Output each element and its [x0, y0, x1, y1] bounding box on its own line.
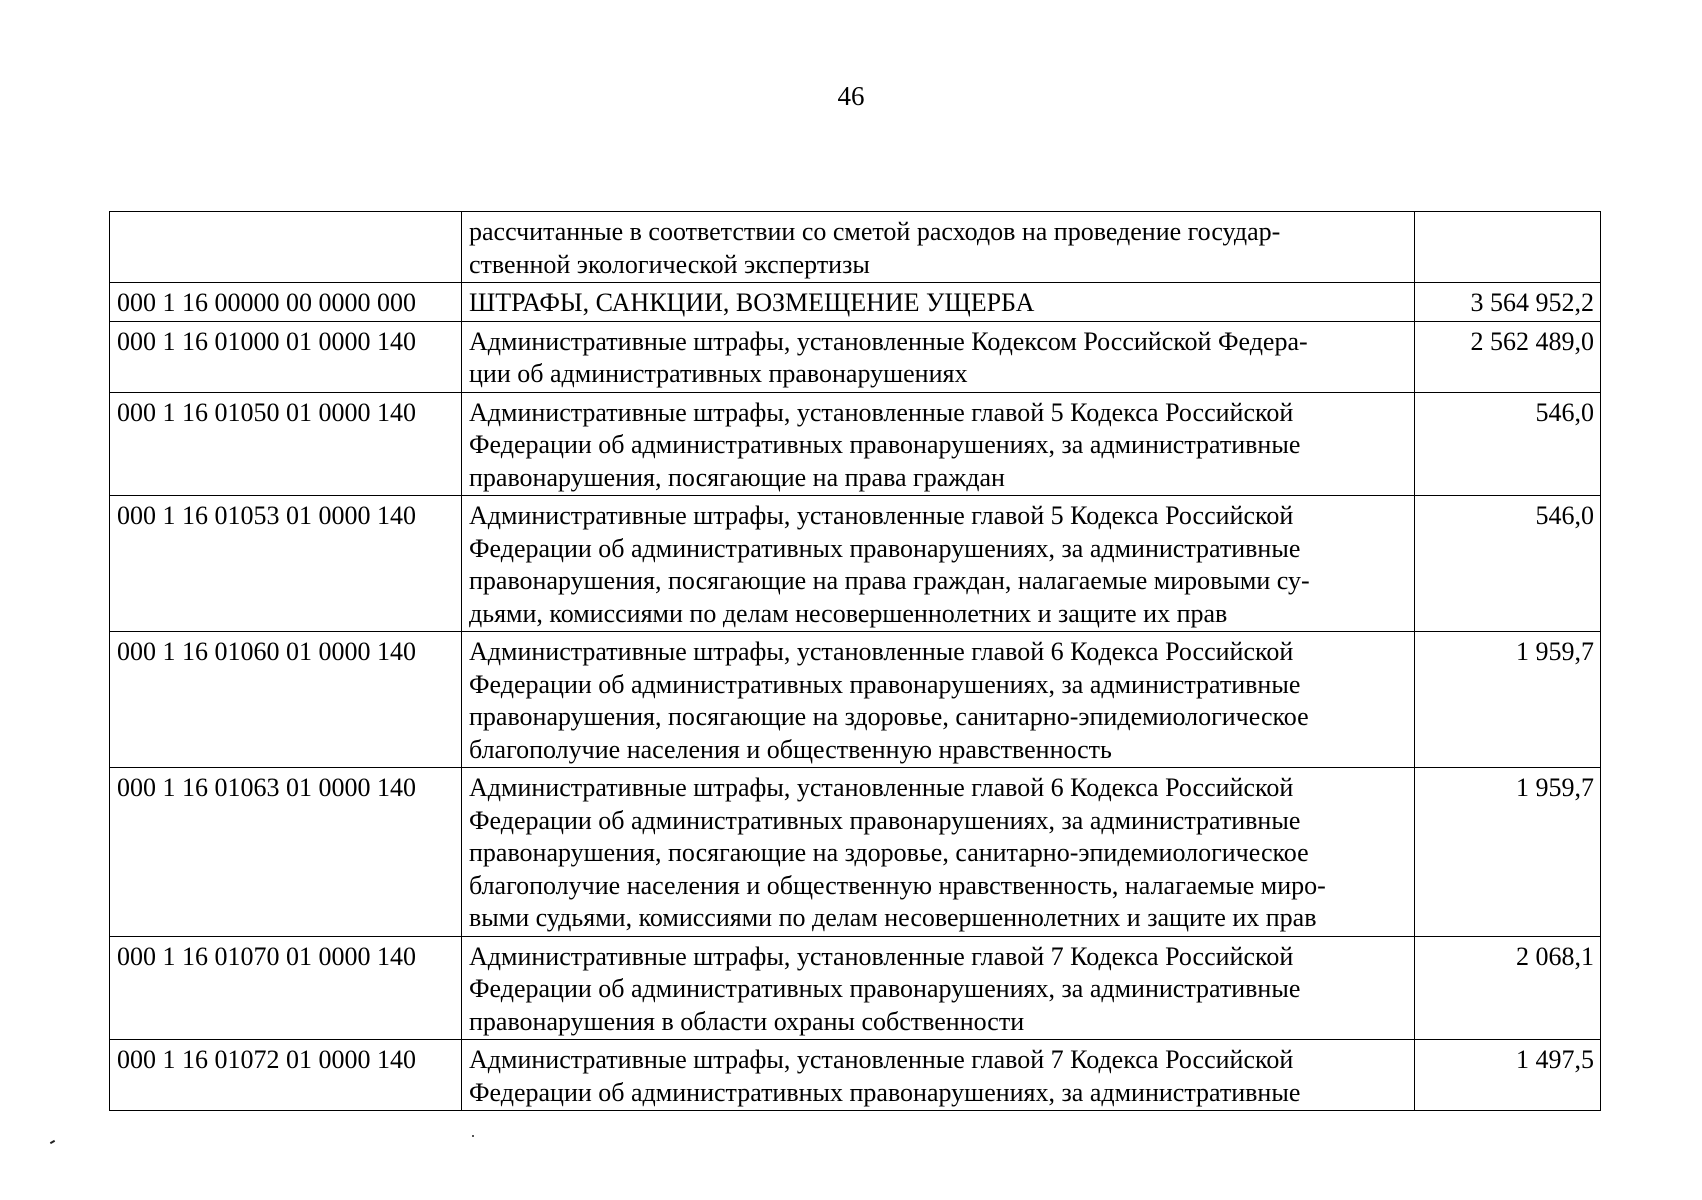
row-name-line: Федерации об административных правонарушениях, за административные	[469, 669, 1301, 699]
table-row	[110, 936, 1601, 1040]
scan-artifact	[472, 1135, 474, 1137]
row-name-line: Административные штрафы, установленные главой 5 Кодекса Российской	[469, 397, 1294, 427]
row-code: 000 1 16 01000 01 0000 140	[110, 321, 462, 392]
row-name-line: правонарушения, посягающие на здоровье, санитарно-эпидемиологическое	[469, 702, 1309, 731]
row-code: 000 1 16 01070 01 0000 140	[110, 936, 462, 1040]
row-name-line: правонарушения, посягающие на здоровье, санитарно-эпидемиологическое	[469, 838, 1309, 867]
row-name-line: благополучие населения и общественную нравственность, налагаемые миро-	[469, 870, 1326, 900]
row-amount: 3 564 952,2	[1415, 283, 1601, 322]
row-code: 000 1 16 01063 01 0000 140	[110, 768, 462, 937]
row-name-line: Административные штрафы, установленные главой 7 Кодекса Российской	[469, 941, 1294, 971]
row-name-line: ции об административных правонарушениях	[469, 359, 968, 388]
table-row	[110, 212, 1601, 283]
row-name-line: благополучие населения и общественную нравственность	[469, 734, 1112, 764]
table-row	[110, 632, 1601, 768]
row-amount: 546,0	[1415, 392, 1601, 496]
row-amount: 1 959,7	[1415, 768, 1601, 937]
row-name	[462, 321, 1415, 392]
row-name-line: Административные штрафы, установленные главой 6 Кодекса Российской	[469, 637, 1294, 666]
row-name-line: Административные штрафы, установленные главой 7 Кодекса Российской	[469, 1045, 1294, 1074]
table-row	[110, 768, 1601, 937]
table-row	[110, 392, 1601, 496]
row-name-line: Федерации об административных правонарушениях, за административные	[469, 974, 1301, 1003]
row-name-line: Федерации об административных правонарушениях, за административные	[469, 805, 1301, 835]
row-amount: 1 959,7	[1415, 632, 1601, 768]
row-name-line: выми судьями, комиссиями по делам несовершеннолетних и защите их прав	[469, 903, 1317, 932]
row-code	[110, 212, 462, 283]
row-name	[462, 496, 1415, 632]
row-code: 000 1 16 00000 00 0000 000	[110, 283, 462, 322]
row-code: 000 1 16 01060 01 0000 140	[110, 632, 462, 768]
row-amount: 2 068,1	[1415, 936, 1601, 1040]
row-name	[462, 283, 1415, 322]
row-name-line: Административные штрафы, установленные Кодексом Российской Федера-	[469, 326, 1308, 356]
row-code: 000 1 16 01050 01 0000 140	[110, 392, 462, 496]
table-row	[110, 496, 1601, 632]
row-name-line: правонарушения в области охраны собственности	[469, 1006, 1025, 1036]
row-amount	[1415, 212, 1601, 283]
scan-artifact	[50, 1140, 55, 1144]
row-code: 000 1 16 01053 01 0000 140	[110, 496, 462, 632]
table-row	[110, 321, 1601, 392]
row-name	[462, 768, 1415, 937]
row-name	[462, 632, 1415, 768]
row-name-line: ШТРАФЫ, САНКЦИИ, ВОЗМЕЩЕНИЕ УЩЕРБА	[469, 288, 1035, 317]
row-name-line: рассчитанные в соответствии со сметой расходов на проведение государ-	[469, 217, 1281, 246]
page-number: 46	[837, 81, 865, 111]
row-name	[462, 212, 1415, 283]
row-name-line: Административные штрафы, установленные главой 5 Кодекса Российской	[469, 501, 1294, 530]
row-name-line: Федерации об административных правонарушениях, за административные	[469, 430, 1301, 459]
table-row	[110, 1040, 1601, 1111]
row-name-line: дьями, комиссиями по делам несовершеннолетних и защите их прав	[469, 598, 1228, 628]
row-amount: 546,0	[1415, 496, 1601, 632]
row-name	[462, 1040, 1415, 1111]
row-name-line: правонарушения, посягающие на права граждан, налагаемые мировыми су-	[469, 566, 1310, 595]
row-name-line: Федерации об административных правонарушениях, за административные	[469, 533, 1301, 563]
budget-revenue-table	[109, 211, 1601, 1111]
row-name-line: правонарушения, посягающие на права граждан	[469, 462, 1005, 492]
row-name-line: Административные штрафы, установленные главой 6 Кодекса Российской	[469, 773, 1294, 802]
row-code: 000 1 16 01072 01 0000 140	[110, 1040, 462, 1111]
row-name-line: ственной экологической экспертизы	[469, 249, 870, 279]
row-name	[462, 392, 1415, 496]
row-name-line: Федерации об административных правонарушениях, за административные	[469, 1077, 1301, 1107]
table-row	[110, 283, 1601, 322]
row-name	[462, 936, 1415, 1040]
row-amount: 2 562 489,0	[1415, 321, 1601, 392]
row-amount: 1 497,5	[1415, 1040, 1601, 1111]
